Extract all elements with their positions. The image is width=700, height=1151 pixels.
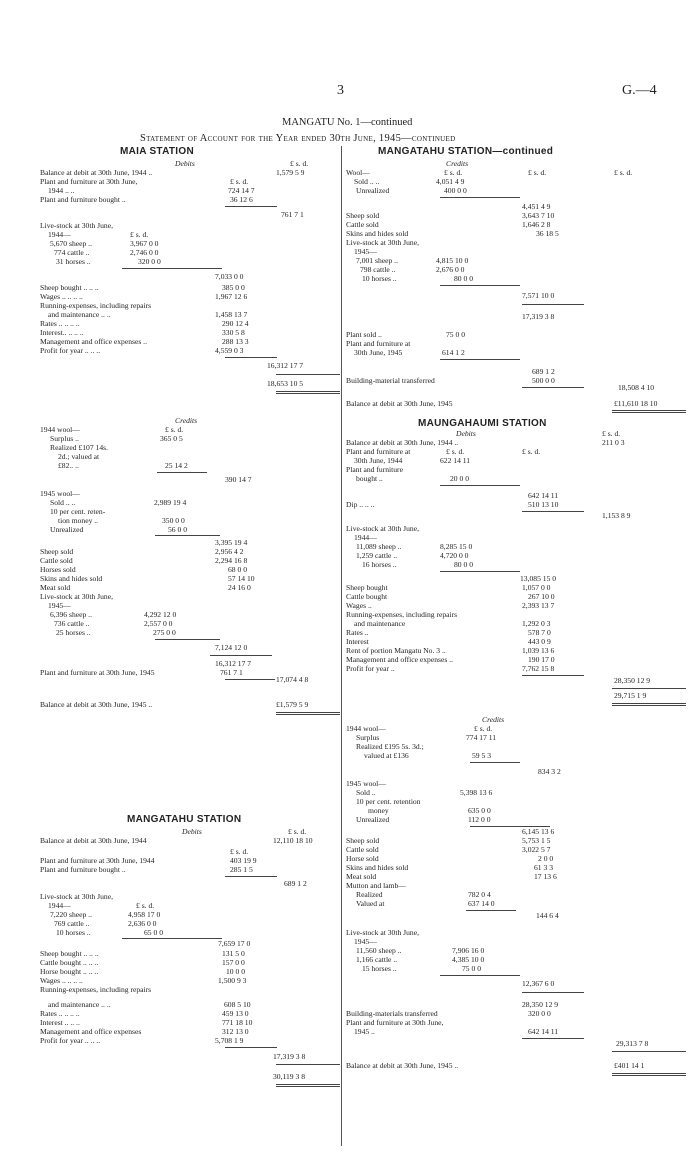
rule bbox=[276, 712, 340, 713]
ledger-line: 16 horses .. 80 0 0 bbox=[362, 560, 473, 569]
ledger-line: 10 horses .. 80 0 0 bbox=[362, 274, 473, 283]
ledger-line: Rates .. .. .. .. 290 12 4 bbox=[40, 319, 249, 328]
rule bbox=[466, 910, 516, 911]
ledger-line: 1944 wool— £ s. d. bbox=[346, 724, 493, 733]
ledger-line: Running-expenses, including repairs bbox=[346, 610, 458, 619]
ledger-line: 1945— bbox=[354, 937, 377, 946]
rule bbox=[612, 705, 686, 706]
ledger-line: 7,124 12 0 bbox=[215, 643, 248, 652]
maia-station-title: MAIA STATION bbox=[120, 146, 194, 157]
ledger-line: Horse bought .. .. .. 10 0 0 bbox=[40, 967, 245, 976]
ledger-line: 29,715 1 9 bbox=[614, 691, 647, 700]
ledger-line: Sheep bought 1,057 0 0 bbox=[346, 583, 551, 592]
ledger-line: 689 1 2 bbox=[532, 367, 555, 376]
ledger-line: 1945 wool— bbox=[346, 779, 386, 788]
ledger-line: 834 3 2 bbox=[538, 767, 561, 776]
ledger-line: Cattle sold 3,022 5 7 bbox=[346, 845, 551, 854]
rule bbox=[440, 975, 520, 976]
ledger-line: Sheep bought .. .. .. 385 0 0 bbox=[40, 283, 245, 292]
rule bbox=[612, 412, 686, 413]
ledger-line: 1,166 cattle .. 4,385 10 0 bbox=[356, 955, 485, 964]
ledger-line: Unrealized 400 0 0 bbox=[356, 186, 467, 195]
ledger-line: 689 1 2 bbox=[284, 879, 307, 888]
ledger-line: 18,653 10 5 bbox=[267, 379, 304, 388]
mangatahu-continued-title: MANGATAHU STATION—continued bbox=[378, 146, 554, 157]
rule bbox=[225, 1047, 277, 1048]
rule bbox=[155, 535, 220, 536]
ledger-line: 12,367 6 0 bbox=[522, 979, 555, 988]
ledger-line: Horse sold 2 0 0 bbox=[346, 854, 554, 863]
ledger-line: 17,074 4 8 bbox=[276, 675, 309, 684]
ledger-line: Building-materials transferred 320 0 0 bbox=[346, 1009, 551, 1018]
ledger-line: Wool— £ s. d. £ s. d. £ s. d. bbox=[346, 168, 633, 177]
ledger-line: Cattle bought 267 10 0 bbox=[346, 592, 555, 601]
ledger-line: Live-stock at 30th June, bbox=[40, 892, 113, 901]
ledger-line: Mutton and lamb— bbox=[346, 881, 406, 890]
ledger-line: Sheep sold 2,956 4 2 bbox=[40, 547, 244, 556]
ledger-line: Debits £ s. d. bbox=[175, 159, 309, 168]
ledger-line: Balance at debit at 30th June, 1944 .. 1,579 5 9 bbox=[40, 168, 305, 177]
ledger-line: 1944 wool— £ s. d. bbox=[40, 425, 184, 434]
rule bbox=[276, 393, 340, 394]
ledger-line: Unrealized 112 0 0 bbox=[356, 815, 491, 824]
ledger-line: Live-stock at 30th June, bbox=[346, 928, 419, 937]
rule bbox=[225, 206, 277, 207]
rule bbox=[522, 675, 584, 676]
ledger-line: Running-expenses, including repairs bbox=[40, 301, 152, 310]
ledger-line: 30th June, 1945 614 1 2 bbox=[354, 348, 465, 357]
ledger-line: Rates .. .. .. .. 459 13 0 bbox=[40, 1009, 249, 1018]
ledger-line: 28,350 12 9 bbox=[614, 676, 651, 685]
ledger-line: 642 14 11 bbox=[528, 491, 559, 500]
rule bbox=[440, 197, 520, 198]
page-number: 3 bbox=[337, 83, 344, 98]
rule bbox=[612, 1073, 686, 1074]
ledger-line: Meat sold 17 13 6 bbox=[346, 872, 557, 881]
mangatahu-station-title: MANGATAHU STATION bbox=[127, 814, 242, 825]
ledger-line: Realized 782 0 4 bbox=[356, 890, 491, 899]
ledger-line: Profit for year .. .. .. 4,559 0 3 bbox=[40, 346, 244, 355]
ledger-line: 16,312 17 7 bbox=[267, 361, 304, 370]
ledger-line: Skins and hides sold 57 14 10 bbox=[40, 574, 255, 583]
rule bbox=[522, 992, 584, 993]
rule bbox=[440, 571, 520, 572]
ledger-line: Cattle bought .. .. .. 157 0 0 bbox=[40, 958, 245, 967]
ledger-line: 6,396 sheep .. 4,292 12 0 bbox=[50, 610, 177, 619]
ledger-line: Realized £195 5s. 3d.; bbox=[356, 742, 424, 751]
ledger-line: Cattle sold 1,646 2 8 bbox=[346, 220, 551, 229]
ledger-line: Credits bbox=[446, 159, 469, 168]
ledger-line: Skins and hides sold 36 18 5 bbox=[346, 229, 559, 238]
ledger-line: Plant and furniture at 30th June, £ s. d. bbox=[40, 177, 249, 186]
ledger-line: Plant sold .. 75 0 0 bbox=[346, 330, 465, 339]
ledger-line: Cattle sold 2,294 16 8 bbox=[40, 556, 248, 565]
maungahaumi-station-title: MAUNGAHAUMI STATION bbox=[418, 418, 547, 429]
ledger-line: Rent of portion Mangatu No. 3 .. 1,039 13 6 bbox=[346, 646, 555, 655]
statement-title: Statement of Account for the Year ended 30th June, 1945—continued bbox=[140, 133, 456, 144]
rule bbox=[470, 762, 520, 763]
ledger-line: Plant and furniture at 30th June, 1944 403 19 9 bbox=[40, 856, 257, 865]
ledger-line: 144 6 4 bbox=[536, 911, 559, 920]
ledger-line: 5,670 sheep .. 3,967 0 0 bbox=[50, 239, 159, 248]
ledger-line: 1945— bbox=[48, 601, 71, 610]
ledger-line: 7,220 sheep .. 4,958 17 0 bbox=[50, 910, 161, 919]
ledger-line: 390 14 7 bbox=[225, 475, 252, 484]
ledger-line: Management and office expenses .. 288 13 3 bbox=[40, 337, 249, 346]
ledger-line: tion money .. 350 0 0 bbox=[58, 516, 185, 525]
rule bbox=[157, 472, 207, 473]
ledger-line: Dip .. .. .. 510 13 10 bbox=[346, 500, 559, 509]
ledger-line: 1944— £ s. d. bbox=[48, 901, 155, 910]
ledger-line: £82.. .. 25 14 2 bbox=[58, 461, 188, 470]
rule bbox=[612, 1075, 686, 1076]
ledger-line: Wages .. .. .. .. 1,967 12 6 bbox=[40, 292, 248, 301]
ledger-line: 18,508 4 10 bbox=[618, 383, 655, 392]
ledger-line: 1945 .. 642 14 11 bbox=[354, 1027, 559, 1036]
ledger-line: Balance at debit at 30th June, 1945 £11,610 18 10 bbox=[346, 399, 658, 408]
ledger-line: Valued at 637 14 0 bbox=[356, 899, 495, 908]
ledger-line: Sheep bought .. .. .. 131 5 0 bbox=[40, 949, 245, 958]
ledger-line: 7,001 sheep .. 4,815 10 0 bbox=[356, 256, 469, 265]
ledger-line: Live-stock at 30th June, bbox=[40, 592, 113, 601]
ledger-line: 1945 wool— bbox=[40, 489, 80, 498]
ledger-line: 1944— £ s. d. bbox=[48, 230, 149, 239]
ledger-line: 1945— bbox=[354, 247, 377, 256]
ledger-line: 16,312 17 7 bbox=[215, 659, 252, 668]
ledger-line: £ s. d. bbox=[230, 847, 249, 856]
ledger-line: 6,145 13 6 bbox=[522, 827, 555, 836]
ledger-line: 15 horses .. 75 0 0 bbox=[362, 964, 481, 973]
ledger-line: 4,451 4 9 bbox=[522, 202, 551, 211]
ledger-line: 10 per cent. retention bbox=[356, 797, 421, 806]
ledger-line: Plant and furniture bought .. 285 1 5 bbox=[40, 865, 253, 874]
ledger-line: 7,659 17 0 bbox=[218, 939, 251, 948]
rule bbox=[612, 1051, 686, 1052]
rule bbox=[612, 703, 686, 704]
ledger-line: 11,560 sheep .. 7,906 16 0 bbox=[356, 946, 485, 955]
ledger-line: 30,119 3 8 bbox=[273, 1072, 305, 1081]
ledger-line: Plant and furniture bbox=[346, 465, 403, 474]
ledger-line: Sheep sold 3,643 7 10 bbox=[346, 211, 555, 220]
ledger-line: Management and office expenses .. 190 17 0 bbox=[346, 655, 555, 664]
ledger-line: Live-stock at 30th June, bbox=[346, 524, 419, 533]
ledger-line: 30th June, 1944 622 14 11 bbox=[354, 456, 471, 465]
rule bbox=[122, 938, 222, 939]
ledger-line: 1,153 8 9 bbox=[602, 511, 631, 520]
ledger-line: Wages .. .. .. .. 1,500 9 3 bbox=[40, 976, 247, 985]
ledger-line: Debits £ s. d. bbox=[456, 429, 621, 438]
ledger-line: 29,313 7 8 bbox=[616, 1039, 649, 1048]
ledger-line: Sold .. .. 4,051 4 9 bbox=[354, 177, 465, 186]
ledger-line: and maintenance .. .. 608 5 10 bbox=[48, 1000, 251, 1009]
ledger-line: bought .. 20 0 0 bbox=[356, 474, 469, 483]
ledger-line: Plant and furniture at 30th June, 1945 761 7 1 bbox=[40, 668, 243, 677]
ledger-line: and maintenance 1,292 0 3 bbox=[354, 619, 551, 628]
rule bbox=[276, 1064, 340, 1065]
rule bbox=[122, 268, 222, 269]
ledger-line: Balance at debit at 30th June, 1944 .. 211 0 3 bbox=[346, 438, 625, 447]
rule bbox=[155, 639, 220, 640]
ledger-line: Live-stock at 30th June, bbox=[40, 221, 113, 230]
ledger-line: Plant and furniture at £ s. d. £ s. d. bbox=[346, 447, 541, 456]
ledger-line: Building-material transferred 500 0 0 bbox=[346, 376, 555, 385]
ledger-line: 17,319 3 8 bbox=[522, 312, 555, 321]
ledger-line: Skins and hides sold 61 3 3 bbox=[346, 863, 553, 872]
ledger-line: 25 horses .. 275 0 0 bbox=[56, 628, 176, 637]
ledger-line: Balance at debit at 30th June, 1944 12,110 18 10 bbox=[40, 836, 313, 845]
ledger-line: Debits £ s. d. bbox=[182, 827, 307, 836]
ledger-line: Sheep sold 5,753 1 5 bbox=[346, 836, 551, 845]
rule bbox=[440, 285, 520, 286]
ledger-line: Surplus .. 365 0 5 bbox=[50, 434, 183, 443]
rule bbox=[440, 485, 520, 486]
ledger-line: 11,089 sheep .. 8,285 15 0 bbox=[356, 542, 473, 551]
ledger-line: 10 per cent. reten- bbox=[50, 507, 106, 516]
rule bbox=[440, 359, 520, 360]
ledger-line: 774 cattle .. 2,746 0 0 bbox=[54, 248, 159, 257]
ledger-line: Plant and furniture at bbox=[346, 339, 411, 348]
ledger-line: 10 horses .. 65 0 0 bbox=[56, 928, 163, 937]
document-reference: G.—4 bbox=[622, 83, 657, 98]
ledger-line: 28,350 12 9 bbox=[522, 1000, 559, 1009]
ledger-line: Meat sold 24 16 0 bbox=[40, 583, 251, 592]
ledger-line: Horses sold 68 0 0 bbox=[40, 565, 247, 574]
ledger-line: 1944 .. .. 724 14 7 bbox=[48, 186, 255, 195]
rule bbox=[276, 1086, 340, 1087]
ledger-line: 761 7 1 bbox=[281, 210, 304, 219]
ledger-line: Unrealized 56 0 0 bbox=[50, 525, 187, 534]
ledger-line: 1,259 cattle .. 4,720 0 0 bbox=[356, 551, 469, 560]
ledger-line: 1944— bbox=[354, 533, 377, 542]
ledger-line: Surplus 774 17 11 bbox=[356, 733, 497, 742]
rule bbox=[612, 410, 686, 411]
rule bbox=[225, 357, 277, 358]
ledger-line: Running-expenses, including repairs bbox=[40, 985, 152, 994]
column-divider bbox=[341, 146, 342, 1146]
ledger-line: Sold .. 5,398 13 6 bbox=[356, 788, 493, 797]
ledger-line: 2d.; valued at bbox=[58, 452, 100, 461]
rule bbox=[522, 1038, 584, 1039]
ledger-line: 31 horses .. 320 0 0 bbox=[56, 257, 161, 266]
ledger-line: Plant and furniture bought .. 36 12 6 bbox=[40, 195, 253, 204]
ledger-line: 736 cattle .. 2,557 0 0 bbox=[54, 619, 173, 628]
schedule-title: MANGATU No. 1—continued bbox=[282, 117, 413, 128]
rule bbox=[276, 1084, 340, 1085]
ledger-line: Interest .. .. .. 771 18 10 bbox=[40, 1018, 253, 1027]
ledger-line: 17,319 3 8 bbox=[273, 1052, 306, 1061]
ledger-line: Balance at debit at 30th June, 1945 .. £1,579 5 9 bbox=[40, 700, 309, 709]
ledger-line: Sold .. .. 2,989 19 4 bbox=[50, 498, 187, 507]
ledger-line: Management and office expenses 312 13 0 bbox=[40, 1027, 249, 1036]
ledger-line: Balance at debit at 30th June, 1945 .. £401 14 1 bbox=[346, 1061, 645, 1070]
rule bbox=[276, 714, 340, 715]
ledger-line: Credits bbox=[482, 715, 505, 724]
ledger-line: 13,085 15 0 bbox=[520, 574, 557, 583]
ledger-line: Plant and furniture at 30th June, bbox=[346, 1018, 444, 1027]
ledger-line: Live-stock at 30th June, bbox=[346, 238, 419, 247]
ledger-line: 798 cattle .. 2,676 0 0 bbox=[360, 265, 465, 274]
ledger-line: 769 cattle .. 2,636 0 0 bbox=[54, 919, 157, 928]
rule bbox=[225, 876, 277, 877]
ledger-line: valued at £136 59 5 3 bbox=[364, 751, 491, 760]
ledger-line: and maintenance .. .. 1,458 13 7 bbox=[48, 310, 248, 319]
rule bbox=[210, 655, 272, 656]
ledger-line: 7,033 0 0 bbox=[215, 272, 244, 281]
ledger-line: Realized £107 14s. bbox=[50, 443, 108, 452]
ledger-line: Rates .. 578 7 0 bbox=[346, 628, 551, 637]
rule bbox=[612, 688, 686, 689]
rule bbox=[276, 374, 340, 375]
ledger-line: Profit for year .. 7,762 15 8 bbox=[346, 664, 555, 673]
ledger-line: Interest.. .. .. .. 330 5 8 bbox=[40, 328, 245, 337]
ledger-line: 3,395 19 4 bbox=[215, 538, 248, 547]
ledger-line: Interest 443 0 9 bbox=[346, 637, 551, 646]
ledger-line: Credits bbox=[175, 416, 198, 425]
rule bbox=[276, 391, 340, 392]
ledger-line: Wages .. 2,393 13 7 bbox=[346, 601, 555, 610]
ledger-line: money 635 0 0 bbox=[368, 806, 491, 815]
ledger-line: 7,571 10 0 bbox=[522, 291, 555, 300]
ledger-line: Profit for year .. .. .. 5,708 1 9 bbox=[40, 1036, 244, 1045]
rule bbox=[522, 304, 584, 305]
